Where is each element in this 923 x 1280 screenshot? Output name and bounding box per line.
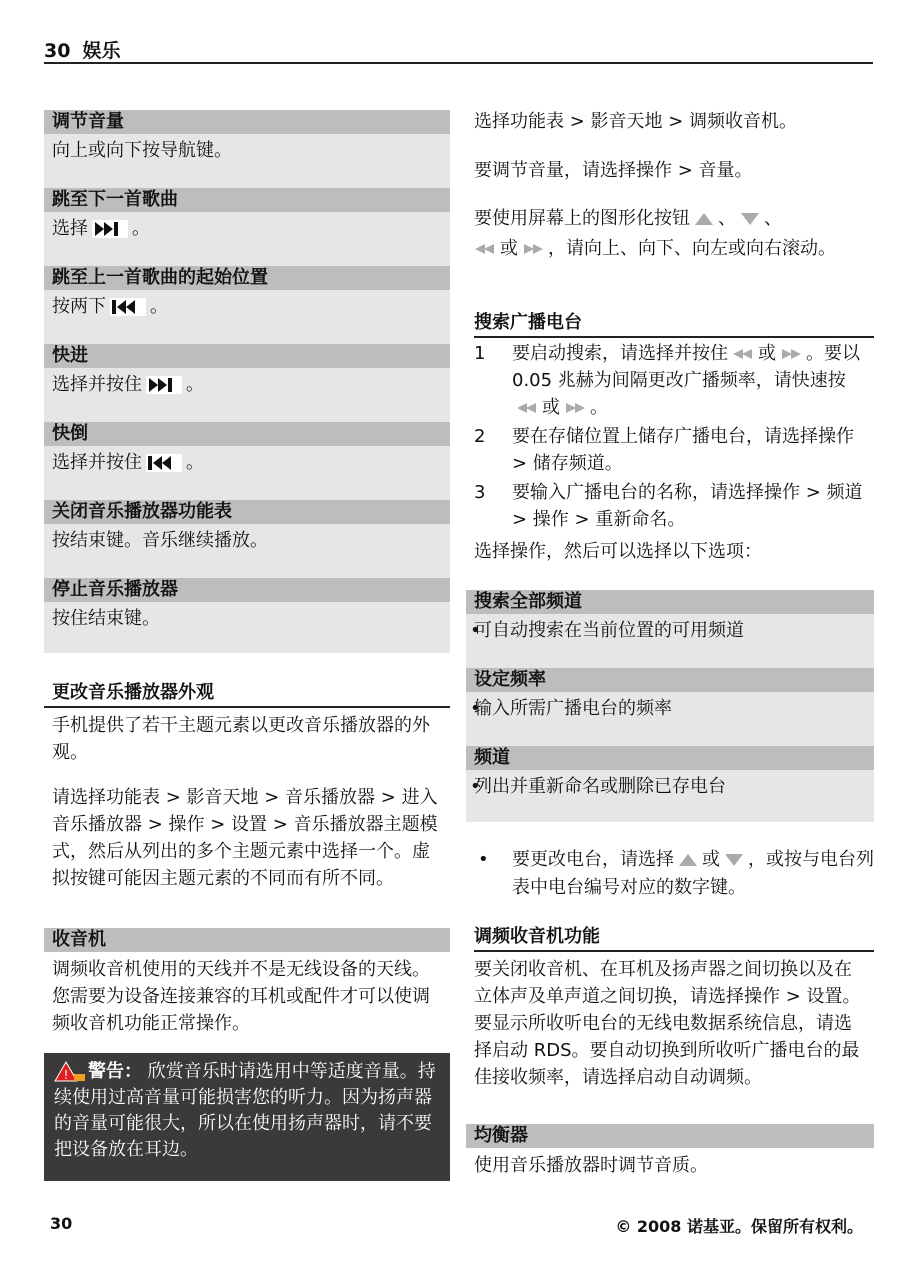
appearance-instructions: 请选择功能表 > 影音天地 > 音乐播放器 > 进入音乐播放器 > 操作 > 设置 > 音乐播放器主题模式，然后从列出的多个主题元素中选择一个。虚拟按键可能因主题元素的不同而有所不同。 (52, 787, 438, 889)
fm-functions-text: 要关闭收音机、在耳机及扬声器之间切换以及在立体声及单声道之间切换，请选择操作 > 设置。要显示所收听电台的无线电数据系统信息，请选择启动 RDS。要自动切换到所收听广播电台的最佳接收频率，请选择启动自动调频。 (474, 959, 861, 1088)
row-fast-forward: 快进 选择并按住 。 (44, 344, 450, 422)
row-heading: 跳至上一首歌曲的起始位置 (44, 266, 450, 290)
row-volume (44, 110, 450, 188)
option-body: • 输入所需广播电台的频率 (466, 692, 874, 726)
row-body: 按住结束键。 (52, 608, 160, 629)
next-track-icon (146, 376, 182, 394)
list-item: 1 要启动搜索，请选择并按住 或 。要以 0.05 兆赫为间隔更改广播频率，请快速按 或 。 (474, 343, 860, 418)
row-close-menu (44, 500, 450, 578)
right-arrow-icon (780, 348, 802, 360)
row-heading: 停止音乐播放器 (44, 578, 450, 602)
next-track-icon (92, 220, 128, 238)
list-item: 2 要在存储位置上储存广播电台，请选择操作 > 储存频道。 (474, 426, 854, 474)
volume-instruction: 要调节音量，请选择操作 > 音量。 (474, 160, 753, 181)
change-station-instruction: • 要更改电台，请选择 或 ，或按与电台列表中电台编号对应的数字键。 (474, 846, 874, 902)
radio-open-instruction: 选择功能表 > 影音天地 > 调频收音机。 (474, 111, 798, 132)
option-search-all (466, 590, 874, 668)
section-title-search: 搜索广播电台 (474, 310, 874, 338)
row-rewind: 快倒 选择并按住 。 (44, 422, 450, 500)
section-title-fm-functions: 调频收音机功能 (474, 924, 874, 952)
row-heading: 跳至下一首歌曲 (44, 188, 450, 212)
row-body: 按两下 (52, 296, 106, 317)
left-arrow-icon (516, 402, 538, 414)
right-arrow-icon (564, 402, 586, 414)
footer-page-number: 30 (50, 1214, 73, 1233)
search-steps (474, 340, 874, 535)
row-heading: 快倒 (44, 422, 450, 446)
option-body: • 列出并重新命名或删除已存电台 (466, 770, 874, 804)
left-arrow-icon (732, 348, 754, 360)
controls-table (44, 110, 450, 653)
options-table (466, 590, 874, 822)
row-next-track: 跳至下一首歌曲 选择 。 (44, 188, 450, 266)
row-body: 选择并按住 (52, 452, 142, 473)
header-title: 娱乐 (82, 40, 121, 62)
header-page-number: 30 (44, 40, 71, 62)
down-arrow-icon (724, 853, 744, 867)
row-heading: 调节音量 (44, 110, 450, 134)
option-heading: 设定频率 (466, 668, 874, 692)
option-body: • 可自动搜索在当前位置的可用频道 (466, 614, 874, 648)
section-title-equalizer: 均衡器 (466, 1124, 874, 1148)
option-set-frequency (466, 668, 874, 746)
warning-text: 欣赏音乐时请选用中等适度音量。持续使用过高音量可能损害您的听力。因为扬声器的音量可能很大，所以在使用扬声器时，请不要把设备放在耳边。 (54, 1061, 436, 1160)
prev-track-icon (110, 298, 146, 316)
page-header (44, 36, 873, 64)
row-body: 选择 (52, 218, 88, 239)
row-heading: 关闭音乐播放器功能表 (44, 500, 450, 524)
section-title-radio: 收音机 (44, 928, 450, 952)
option-heading: 搜索全部频道 (466, 590, 874, 614)
row-body: 向上或向下按导航键。 (52, 140, 232, 161)
appearance-intro: 手机提供了若干主题元素以更改音乐播放器的外观。 (52, 715, 430, 763)
up-arrow-icon (678, 853, 698, 867)
right-arrow-icon (522, 243, 544, 255)
warning-box (44, 1053, 450, 1181)
warning-icon (54, 1061, 86, 1083)
list-item: 3 要输入广播电台的名称，请选择操作 > 频道 > 操作 > 重新命名。 (474, 482, 863, 530)
left-arrow-icon (474, 243, 496, 255)
section-title-appearance: 更改音乐播放器外观 (44, 680, 450, 708)
row-body: 选择并按住 (52, 374, 142, 395)
prev-track-icon (146, 454, 182, 472)
row-heading: 快进 (44, 344, 450, 368)
row-body: 按结束键。音乐继续播放。 (52, 530, 268, 551)
row-prev-track: 跳至上一首歌曲的起始位置 按两下 。 (44, 266, 450, 344)
equalizer-text: 使用音乐播放器时调节音质。 (474, 1155, 708, 1176)
row-stop-player (44, 578, 450, 653)
svg-text:!: ! (63, 1068, 69, 1082)
option-channels (466, 746, 874, 822)
down-arrow-icon (740, 212, 760, 226)
radio-description: 调频收音机使用的天线并不是无线设备的天线。您需要为设备连接兼容的耳机或配件才可以使调频收音机功能正常操作。 (52, 959, 430, 1034)
warning-label: 警告： (88, 1061, 142, 1082)
footer-copyright: © 2008 诺基亚。保留所有权利。 (615, 1217, 863, 1236)
options-intro: 选择操作，然后可以选择以下选项： (474, 541, 762, 562)
graphic-buttons-instruction: 要使用屏幕上的图形化按钮 、 、 或 ，请向上、向下、向左或向右滚动。 (474, 208, 836, 259)
option-heading: 频道 (466, 746, 874, 770)
up-arrow-icon (694, 212, 714, 226)
